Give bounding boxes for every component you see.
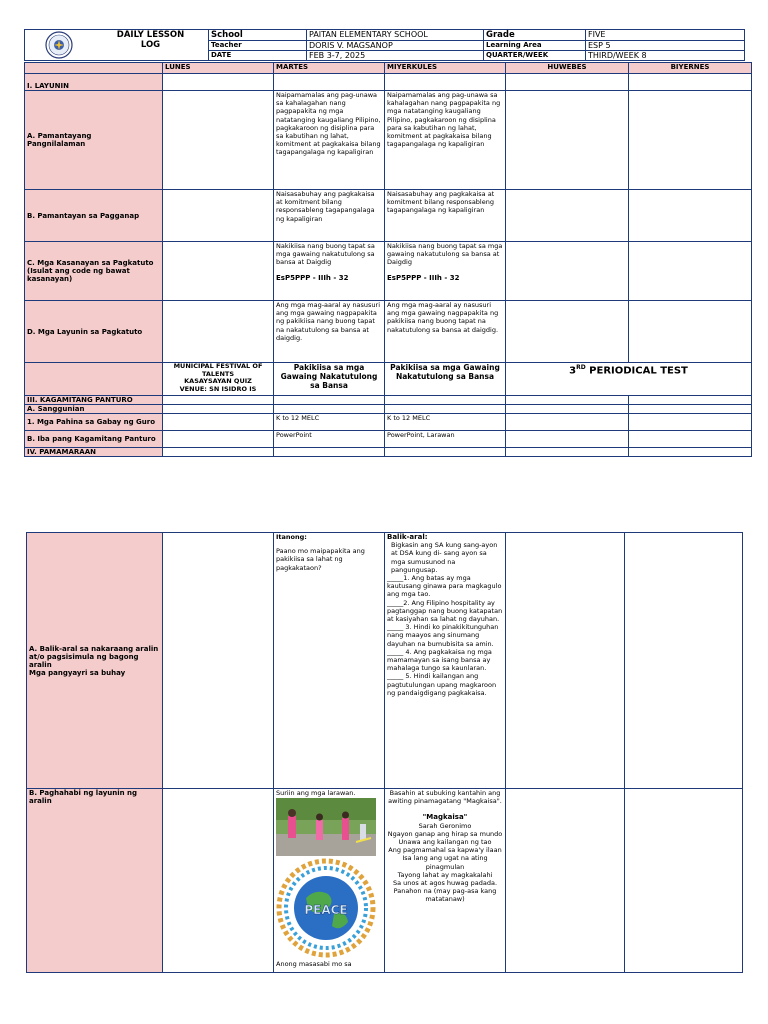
event-note: MUNICIPAL FESTIVAL OF TALENTS KASAYSAYAN QUIZ VENUE: SN ISIDRO IS xyxy=(163,363,274,396)
pangnilalaman-miyerkules: Naipamamalas ang pag-unawa sa kahalagahan nang pagpapakita ng mga natatanging kaugaliang Pilipino, pagkakaroon ng disiplina para sa kabutihan ng lahat, komitment at pagkakaisa bilang tagapangalaga ng kapaligiran xyxy=(385,91,506,190)
song-title: "Magkaisa" xyxy=(422,813,468,822)
paghahabi-label: B. Paghahabi ng layunin ng aralin xyxy=(27,789,163,973)
peace-globe-image xyxy=(276,858,376,958)
day-header-row xyxy=(25,63,752,74)
balik-aral-label: A. Balik-aral sa nakaraang aralin at/o pagsisimula ng bagong aralin Mga pangyayri sa buhay xyxy=(27,533,163,789)
school-value: PAITAN ELEMENTARY SCHOOL xyxy=(307,30,484,41)
kagamitan-heading: III. KAGAMITANG PANTURO xyxy=(25,396,163,405)
balik-aral-intro: Bigkasin ang SA kung sang-ayon at DSA kung di- sang ayon sa mga sumusunod na pangungusap. xyxy=(391,541,498,574)
lesson-log-table xyxy=(24,62,752,457)
grade-value: FIVE xyxy=(586,30,745,41)
basahin-instruction: Basahin at subuking kantahin ang awiting pinamagatang "Magkaisa". xyxy=(388,789,502,806)
code-miyerkules: EsP5PPP - IIIh - 32 xyxy=(387,273,460,282)
balik-aral-item: _____ 4. Ang pagkakaisa ng mga mamamayan sa isang bansa ay mahalaga tungo sa kaunlaran. xyxy=(387,647,492,673)
quarter-label: QUARTER/WEEK xyxy=(484,51,586,61)
iba-martes: PowerPoint xyxy=(274,431,385,448)
balik-aral-item: _____1. Ang batas ay mga kautusang ginawa para magkagulo ang mga tao. xyxy=(387,574,502,599)
balik-aral-item: _____ 3. Hindi ko pinakikitunguhan nang maayos ang sinumang dayuhan na bumubisita sa amin. xyxy=(387,623,499,648)
pagganap-miyerkules: Naisasabuhay ang pagkakaisa at komitment bilang responsableng tagapangalaga ng kapaligiran xyxy=(385,190,506,242)
kasanayan-label: C. Mga Kasanayan sa Pagkatuto (Isulat ang code ng bawat kasanayan) xyxy=(25,242,163,301)
song-lyrics: Ngayon ganap ang hirap sa mundo Unawa ang kailangan ng tao Ang pagmamahal sa kapwa'y ilaan Isa lang ang ugat na ating pinagmulan Tayong lahat ay magkakalahi Sa unos at agos huwag padada. Panahon na (may pag-asa kang matatanaw) xyxy=(387,829,503,904)
pamantayang-pangnilalaman-label: A. Pamantayang Pangnilalaman xyxy=(25,91,163,190)
pangnilalaman-martes: Naipamamalas ang pag-unawa sa kahalagahan nang pagpapakita ng mga natatanging kaugaliang Pilipino, pagkakaroon ng disiplina para sa kabutihan ng lahat, komitment at pagkakaisa bilang tagapangalaga ng kapaligiran xyxy=(274,91,385,190)
layunin-martes: Ang mga mag-aaral ay nasusuri ang mga gawaing nagpapakita ng pakikiisa nang buong tapat na nakatutulong sa bansa at daigdig. xyxy=(274,301,385,363)
kasanayan-martes: Nakikiisa nang buong tapat sa mga gawaing nakatutulong sa bansa at Daigdig xyxy=(276,242,375,267)
procedure-table xyxy=(26,532,743,973)
layunin-heading: I. LAYUNIN xyxy=(25,74,163,91)
topic-martes: Pakikiisa sa mga Gawaing Nakatutulong sa Bansa xyxy=(274,363,385,396)
day-miyerkules: MIYERKULES xyxy=(385,63,506,74)
area-value: ESP 5 xyxy=(586,41,745,51)
pahina-miyerkules: K to 12 MELC xyxy=(385,414,506,431)
iba-miyerkules: PowerPoint, Larawan xyxy=(385,431,506,448)
title-line2: LOG xyxy=(140,40,161,50)
header-table xyxy=(24,29,745,61)
day-lunes: LUNES xyxy=(163,63,274,74)
school-label: School xyxy=(209,30,307,41)
pahina-label: 1. Mga Pahina sa Gabay ng Guro xyxy=(25,414,163,431)
date-label: DATE xyxy=(209,51,307,61)
day-biyernes: BIYERNES xyxy=(629,63,752,74)
teacher-value: DORIS V. MAGSANOP xyxy=(307,41,484,51)
song-artist: Sarah Geronimo xyxy=(418,821,472,830)
quarter-value: THIRD/WEEK 8 xyxy=(586,51,745,61)
area-label: Learning Area xyxy=(484,41,586,51)
itanong-text: Paano mo maipapakita ang pakikiisa sa lahat ng pagkakataon? xyxy=(276,547,365,572)
balik-aral-title: Balik-aral: xyxy=(387,533,428,541)
topic-miyerkules: Pakikiisa sa mga Gawaing Nakatutulong sa Bansa xyxy=(385,363,506,396)
pamamaraan-heading: IV. PAMAMARAAN xyxy=(25,448,163,457)
layunin-pagkatuto-label: D. Mga Layunin sa Pagkatuto xyxy=(25,301,163,363)
cleanup-photo xyxy=(276,798,376,856)
pagganap-martes: Naisasabuhay ang pagkakaisa at komitment bilang responsableng tagapangalaga ng kapaligiran xyxy=(274,190,385,242)
itanong-title: Itanong: xyxy=(276,533,307,541)
pahina-martes: K to 12 MELC xyxy=(274,414,385,431)
kasanayan-miyerkules: Nakikiisa nang buong tapat sa mga gawaing nakatutulong sa bansa at Daigdig xyxy=(387,242,503,267)
title-line1: DAILY LESSON xyxy=(116,30,185,40)
day-martes: MARTES xyxy=(274,63,385,74)
day-huwebes: HUWEBES xyxy=(506,63,629,74)
sanggunian-label: A. Sanggunian xyxy=(25,405,163,414)
teacher-label: Teacher xyxy=(209,41,307,51)
peace-word: PEACE xyxy=(304,903,348,918)
periodical-test-note: 3RD PERIODICAL TEST xyxy=(506,363,752,396)
pamantayan-pagganap-label: B. Pamantayan sa Pagganap xyxy=(25,190,163,242)
balik-aral-item: _____2. Ang Filipino hospitality ay pagtanggap nang buong katapatan at kasiyahan sa lahat ng dayuhan. xyxy=(387,598,503,624)
balik-aral-item: _____ 5. Hindi kailangan ang pagtutulungan upang magkaroon ng pandaigdigang pagkakaisa. xyxy=(387,672,497,697)
anong-question: Anong masasabi mo sa xyxy=(276,960,352,969)
iba-kagamitan-label: B. Iba pang Kagamitang Panturo xyxy=(25,431,163,448)
date-value: FEB 3-7, 2025 xyxy=(307,51,484,61)
layunin-miyerkules: Ang mga mag-aaral ay nasusuri ang mga gawaing nagpapakita ng pakikiisa nang buong tapat na nakatutulong sa bansa at daigdig. xyxy=(385,301,506,363)
grade-label: Grade xyxy=(484,30,586,41)
surin-instruction: Suriin ang mga larawan. xyxy=(276,789,356,797)
code-martes: EsP5PPP - IIIh - 32 xyxy=(276,273,349,282)
